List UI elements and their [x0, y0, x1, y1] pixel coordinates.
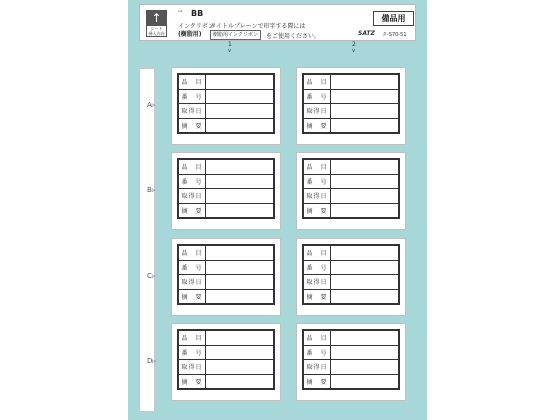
field-label: 番 号: [303, 345, 331, 360]
field-label: 品 目: [303, 74, 331, 89]
row-marker-d: D▹: [147, 357, 156, 365]
label-field-row: [178, 118, 274, 133]
field-value-blank: [206, 345, 275, 360]
field-value-blank: [331, 104, 400, 119]
row-marker-a: A▹: [147, 101, 156, 109]
field-value-blank: [206, 89, 275, 104]
label-field-row: [178, 360, 274, 375]
field-value-blank: [331, 89, 400, 104]
label-field-row: [178, 203, 274, 218]
field-label: 取得日: [178, 104, 206, 119]
field-value-blank: [206, 104, 275, 119]
field-label: 番 号: [178, 89, 206, 104]
asset-label: [171, 323, 281, 401]
field-value-blank: [331, 260, 400, 275]
field-label: 品 目: [178, 245, 206, 260]
column-tick-icon: v: [228, 48, 231, 54]
field-value-blank: [331, 174, 400, 189]
label-field-row: [178, 374, 274, 389]
field-value-blank: [331, 374, 400, 389]
label-field-row: [303, 74, 399, 89]
field-label: 取得日: [178, 189, 206, 204]
field-label: 品 目: [178, 330, 206, 345]
ribbon-text-line1: インクリボン: [178, 23, 214, 30]
brand-logo: SATZ: [358, 30, 375, 37]
field-label: 取得日: [303, 104, 331, 119]
field-label: 摘 要: [303, 203, 331, 218]
field-value-blank: [331, 118, 400, 133]
field-label: 番 号: [178, 260, 206, 275]
label-field-row: [303, 159, 399, 174]
field-label: 番 号: [303, 174, 331, 189]
label-field-row: [303, 118, 399, 133]
label-field-row: [303, 275, 399, 290]
feed-direction-indicator: [146, 10, 167, 37]
field-value-blank: [331, 189, 400, 204]
column-tick-icon: v: [352, 48, 355, 54]
field-value-blank: [206, 74, 275, 89]
field-value-blank: [206, 174, 275, 189]
asset-label: [171, 238, 281, 316]
ribbon-text-line2: (樹脂用): [178, 31, 202, 38]
label-field-row: [178, 289, 274, 304]
label-field-table: [177, 158, 275, 219]
field-value-blank: [206, 275, 275, 290]
field-label: 摘 要: [178, 203, 206, 218]
field-label: 摘 要: [178, 289, 206, 304]
label-field-row: [178, 159, 274, 174]
column-number-2: 2: [352, 41, 356, 48]
label-field-table: [302, 73, 400, 134]
field-label: 番 号: [303, 260, 331, 275]
label-field-table: [177, 73, 275, 134]
field-value-blank: [331, 275, 400, 290]
field-value-blank: [331, 360, 400, 375]
label-field-row: [178, 245, 274, 260]
asset-label: [171, 67, 281, 145]
label-field-row: [303, 345, 399, 360]
field-value-blank: [206, 118, 275, 133]
field-label: 品 目: [303, 245, 331, 260]
field-label: 品 目: [178, 159, 206, 174]
field-value-blank: [206, 374, 275, 389]
feed-label-line1: シート: [150, 26, 163, 31]
label-field-row: [303, 174, 399, 189]
instruction-line2: をご使用ください。: [266, 33, 321, 40]
label-field-table: [302, 329, 400, 390]
ribbon-type: BB: [191, 9, 204, 18]
field-value-blank: [331, 345, 400, 360]
field-label: 取得日: [178, 360, 206, 375]
field-value-blank: [331, 159, 400, 174]
label-field-table: [302, 158, 400, 219]
row-marker-b: B▹: [147, 186, 156, 194]
asset-label: [171, 152, 281, 230]
field-label: 取得日: [303, 189, 331, 204]
label-field-row: [178, 174, 274, 189]
label-field-row: [303, 189, 399, 204]
label-field-row: [178, 345, 274, 360]
field-value-blank: [331, 74, 400, 89]
field-value-blank: [206, 189, 275, 204]
asset-label: [296, 152, 406, 230]
label-field-row: [303, 260, 399, 275]
asset-label: [296, 67, 406, 145]
ink-ribbon-box: 樹脂用インクリボン: [210, 30, 261, 40]
field-value-blank: [206, 203, 275, 218]
up-arrow-icon: ↑: [147, 11, 166, 26]
usage-badge: 備品用: [373, 11, 414, 26]
sheet-header: [139, 4, 416, 41]
label-field-row: [178, 260, 274, 275]
field-label: 摘 要: [178, 118, 206, 133]
label-field-row: [178, 89, 274, 104]
field-value-blank: [331, 289, 400, 304]
field-value-blank: [331, 203, 400, 218]
label-field-row: [303, 360, 399, 375]
field-label: 番 号: [303, 89, 331, 104]
field-label: 摘 要: [303, 374, 331, 389]
label-field-row: [303, 203, 399, 218]
feed-label-line2: 挿入方向: [148, 31, 165, 36]
field-label: 摘 要: [303, 289, 331, 304]
label-field-row: [178, 275, 274, 290]
field-value-blank: [206, 360, 275, 375]
field-label: 取得日: [303, 275, 331, 290]
field-value-blank: [331, 330, 400, 345]
field-value-blank: [206, 245, 275, 260]
label-field-table: [177, 244, 275, 305]
model-number: タ-S70-51: [382, 32, 407, 38]
column-number-1: 1: [228, 41, 232, 48]
asset-label: [296, 238, 406, 316]
label-field-row: [178, 189, 274, 204]
row-marker-c: C▹: [147, 272, 156, 280]
field-label: 取得日: [178, 275, 206, 290]
field-label: 品 目: [303, 159, 331, 174]
field-label: 品 目: [303, 330, 331, 345]
label-field-row: [303, 89, 399, 104]
field-value-blank: [206, 260, 275, 275]
label-field-row: [178, 104, 274, 119]
field-value-blank: [206, 289, 275, 304]
label-field-row: [303, 330, 399, 345]
label-field-row: [303, 374, 399, 389]
field-value-blank: [206, 330, 275, 345]
field-value-blank: [331, 245, 400, 260]
label-field-row: [178, 330, 274, 345]
label-field-table: [177, 329, 275, 390]
field-label: 摘 要: [303, 118, 331, 133]
field-label: 取得日: [303, 360, 331, 375]
label-field-row: [303, 245, 399, 260]
ink-mark: ⁱⁿᵏ: [178, 10, 184, 16]
label-field-row: [303, 104, 399, 119]
asset-label: [296, 323, 406, 401]
label-field-table: [302, 244, 400, 305]
label-field-row: [178, 74, 274, 89]
instruction-line1: タイトルプレーンで印字する際には: [210, 23, 306, 30]
field-label: 番 号: [178, 345, 206, 360]
field-label: 番 号: [178, 174, 206, 189]
field-label: 摘 要: [178, 374, 206, 389]
field-label: 品 目: [178, 74, 206, 89]
field-value-blank: [206, 159, 275, 174]
label-field-row: [303, 289, 399, 304]
